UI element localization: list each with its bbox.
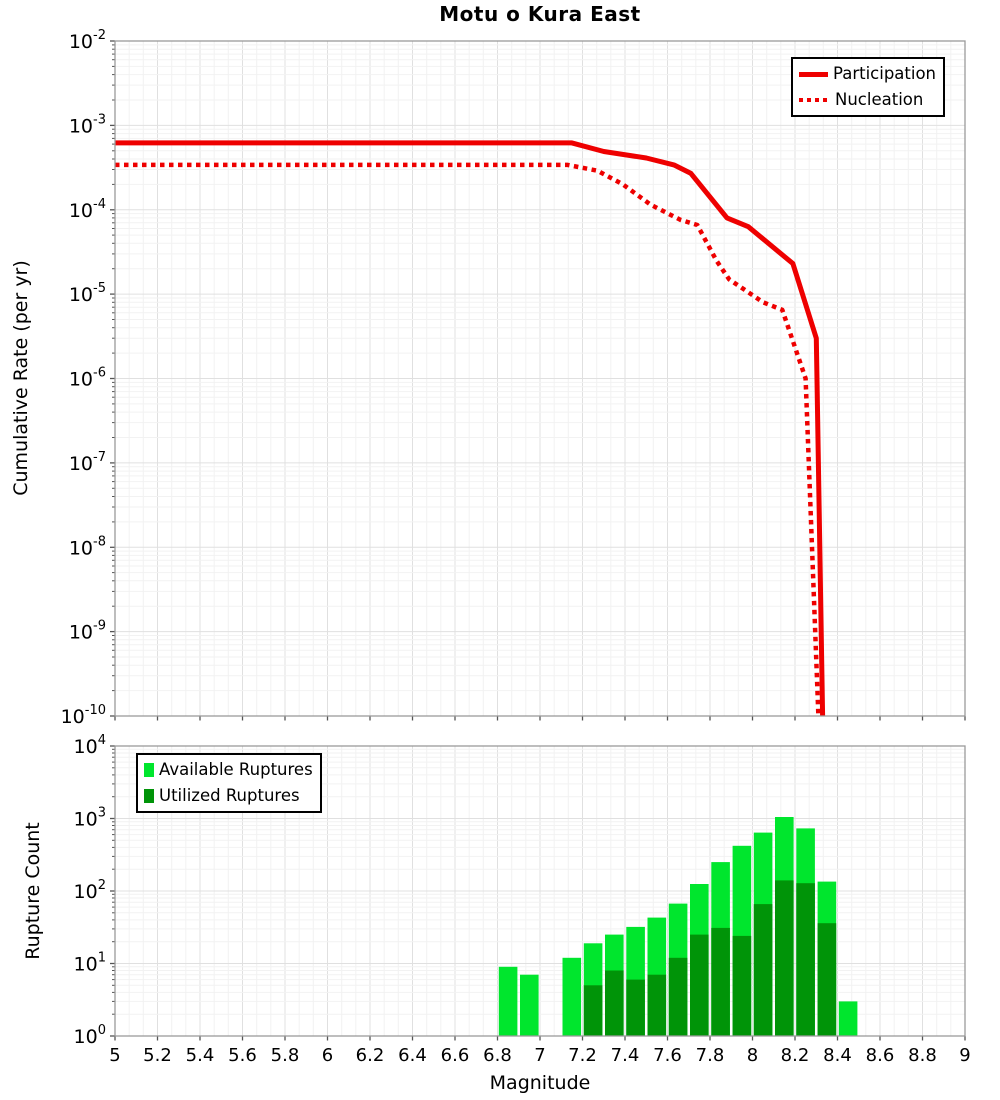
svg-text:10-9: $10^{-9}$ xyxy=(68,618,106,644)
svg-text:10-2: $10^{-2}$ xyxy=(68,28,106,53)
svg-text:100: $10^0$ xyxy=(73,1023,106,1048)
legend-label-nucleation: Nucleation xyxy=(835,89,924,109)
legend-label-utilized-ruptures: Utilized Ruptures xyxy=(159,785,300,805)
top-y-axis-label: Cumulative Rate (per yr) xyxy=(10,260,32,496)
svg-text:8.2: 8.2 xyxy=(780,1045,810,1066)
svg-text:7: 7 xyxy=(534,1045,546,1066)
svg-text:104: $10^4$ xyxy=(73,733,106,758)
bottom-legend xyxy=(136,753,322,813)
svg-text:5: 5 xyxy=(109,1045,121,1066)
legend-item-available-ruptures xyxy=(144,760,313,781)
svg-text:6.8: 6.8 xyxy=(483,1045,512,1066)
svg-text:6.6: 6.6 xyxy=(440,1045,470,1066)
svg-text:7.4: 7.4 xyxy=(610,1045,640,1066)
nucleation-dotted-swatch-icon xyxy=(799,98,830,103)
legend-label-participation: Participation xyxy=(833,64,937,83)
legend-item-nucleation xyxy=(799,90,936,111)
svg-text:6: 6 xyxy=(321,1045,334,1066)
utilized-ruptures-swatch-icon xyxy=(144,789,154,803)
svg-text:6.4: 6.4 xyxy=(398,1045,427,1066)
svg-text:10-10: $10^{-10}$ xyxy=(60,703,106,728)
participation-line-swatch-icon xyxy=(799,72,828,77)
svg-text:10-7: $10^{-7}$ xyxy=(68,449,106,475)
svg-text:5.6: 5.6 xyxy=(228,1045,257,1066)
svg-text:5.2: 5.2 xyxy=(143,1045,172,1066)
svg-text:7.8: 7.8 xyxy=(695,1045,725,1066)
svg-text:10-4: $10^{-4}$ xyxy=(68,196,106,222)
svg-text:10-5: $10^{-5}$ xyxy=(68,281,106,307)
top-legend xyxy=(791,57,945,117)
svg-text:6.2: 6.2 xyxy=(355,1045,385,1066)
x-axis-label: Magnitude xyxy=(489,1072,591,1094)
svg-text:9: 9 xyxy=(959,1045,971,1066)
available-ruptures-swatch-icon xyxy=(144,763,154,777)
svg-text:10-6: $10^{-6}$ xyxy=(68,365,106,391)
legend-item-participation xyxy=(799,64,936,85)
chart-title: Motu o Kura East xyxy=(439,2,641,26)
svg-text:5.4: 5.4 xyxy=(185,1045,215,1066)
svg-text:10-8: $10^{-8}$ xyxy=(68,534,106,560)
svg-text:7.6: 7.6 xyxy=(653,1045,682,1066)
svg-text:8.6: 8.6 xyxy=(865,1045,895,1066)
svg-text:8.8: 8.8 xyxy=(908,1045,937,1066)
svg-text:102: $10^2$ xyxy=(73,878,106,903)
svg-text:10-3: $10^{-3}$ xyxy=(68,112,106,138)
svg-text:8: 8 xyxy=(746,1045,759,1066)
legend-item-utilized-ruptures xyxy=(144,786,313,807)
bottom-y-axis-label: Rupture Count xyxy=(22,822,44,960)
svg-text:101: $10^1$ xyxy=(73,950,106,976)
legend-label-available-ruptures: Available Ruptures xyxy=(159,760,313,779)
svg-text:5.8: 5.8 xyxy=(270,1045,300,1066)
svg-text:7.2: 7.2 xyxy=(568,1045,597,1066)
svg-text:103: $10^3$ xyxy=(73,805,106,831)
svg-text:8.4: 8.4 xyxy=(823,1045,852,1066)
